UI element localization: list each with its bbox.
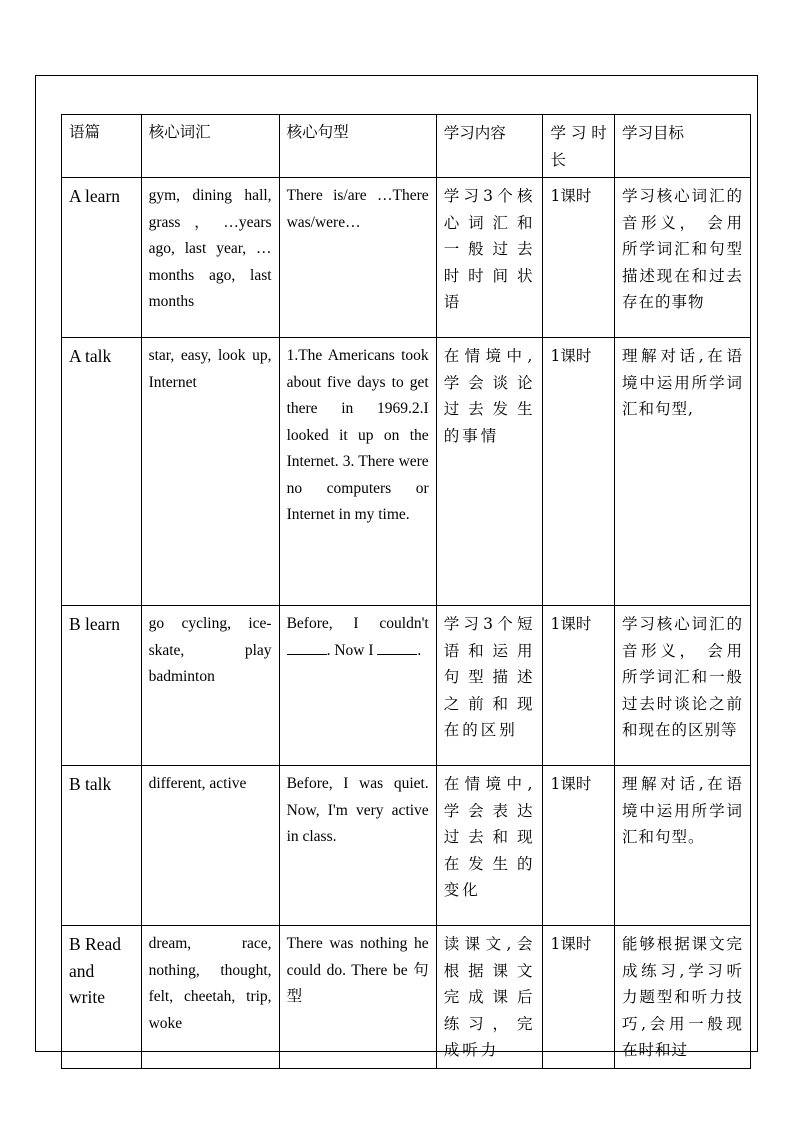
row-goal: 学习核心词汇的音形义， 会用所学词汇和一般过去时谈论之前和现在的区别等 <box>614 606 750 766</box>
row-duration: 1课时 <box>543 338 615 606</box>
row-section: B Read and write <box>62 926 142 1069</box>
row-section: A learn <box>62 178 142 338</box>
header-sentences: 核心句型 <box>279 115 436 178</box>
row-duration: 1课时 <box>543 766 615 926</box>
row-content: 在情境中,学会表达过去和现在发生的变化 <box>436 766 543 926</box>
table-row <box>62 926 751 1069</box>
row-duration: 1课时 <box>543 606 615 766</box>
row-goal: 能够根据课文完成练习,学习听力题型和听力技巧,会用一般现在时和过 <box>614 926 750 1069</box>
row-content: 学习3个短语和运用句型描述之前和现在的区别 <box>436 606 543 766</box>
sentence-now: . Now I <box>326 641 374 659</box>
row-duration: 1课时 <box>543 178 615 338</box>
row-content: 读课文,会根据课文完成课后练习，完成听力 <box>436 926 543 1069</box>
row-section: A talk <box>62 338 142 606</box>
table-row <box>62 178 751 338</box>
table-header-row <box>62 115 751 178</box>
table-row <box>62 606 751 766</box>
header-content: 学习内容 <box>436 115 543 178</box>
row-vocab: star, easy, look up, Internet <box>141 338 279 606</box>
row-section: B learn <box>62 606 142 766</box>
row-sentences: There is/are …There was/were… <box>279 178 436 338</box>
fill-blank-line <box>377 638 417 655</box>
header-duration: 学 习 时长 <box>543 115 615 178</box>
row-vocab: gym, dining hall, grass，…years ago, last year, …months ago, last months <box>141 178 279 338</box>
row-duration: 1课时 <box>543 926 615 1069</box>
row-goal: 学习核心词汇的音形义， 会用所学词汇和句型描述现在和过去存在的事物 <box>614 178 750 338</box>
row-content: 在情境中,学会谈论过去发生的事情 <box>436 338 543 606</box>
row-vocab: different, active <box>141 766 279 926</box>
row-sentences: 1.The Americans took about five days to get there in 1969.2.I looked it up on the Internet. 3. There were no computers or Internet in my time. <box>279 338 436 606</box>
row-content: 学习3个核心词汇和一般过去时时间状语 <box>436 178 543 338</box>
sentence-before: Before, I couldn't <box>286 615 429 632</box>
header-vocab: 核心词汇 <box>141 115 279 178</box>
row-vocab: dream, race, nothing, thought, felt, cheetah, trip, woke <box>141 926 279 1069</box>
table-row <box>62 766 751 926</box>
table-row <box>62 338 751 606</box>
row-goal: 理解对话,在语境中运用所学词汇和句型, <box>614 338 750 606</box>
row-sentences: There was nothing he could do. There be 句型 <box>279 926 436 1069</box>
header-goal: 学习目标 <box>614 115 750 178</box>
header-section: 语篇 <box>62 115 142 178</box>
sentence-end: . <box>417 641 422 659</box>
row-vocab: go cycling, ice-skate, play badminton <box>141 606 279 766</box>
row-sentences: Before, I was quiet. Now, I'm very active in class. <box>279 766 436 926</box>
row-sentences <box>279 606 436 766</box>
row-goal: 理解对话,在语境中运用所学词汇和句型。 <box>614 766 750 926</box>
fill-blank-line <box>287 638 327 655</box>
lesson-plan-table <box>61 114 751 1069</box>
row-section: B talk <box>62 766 142 926</box>
